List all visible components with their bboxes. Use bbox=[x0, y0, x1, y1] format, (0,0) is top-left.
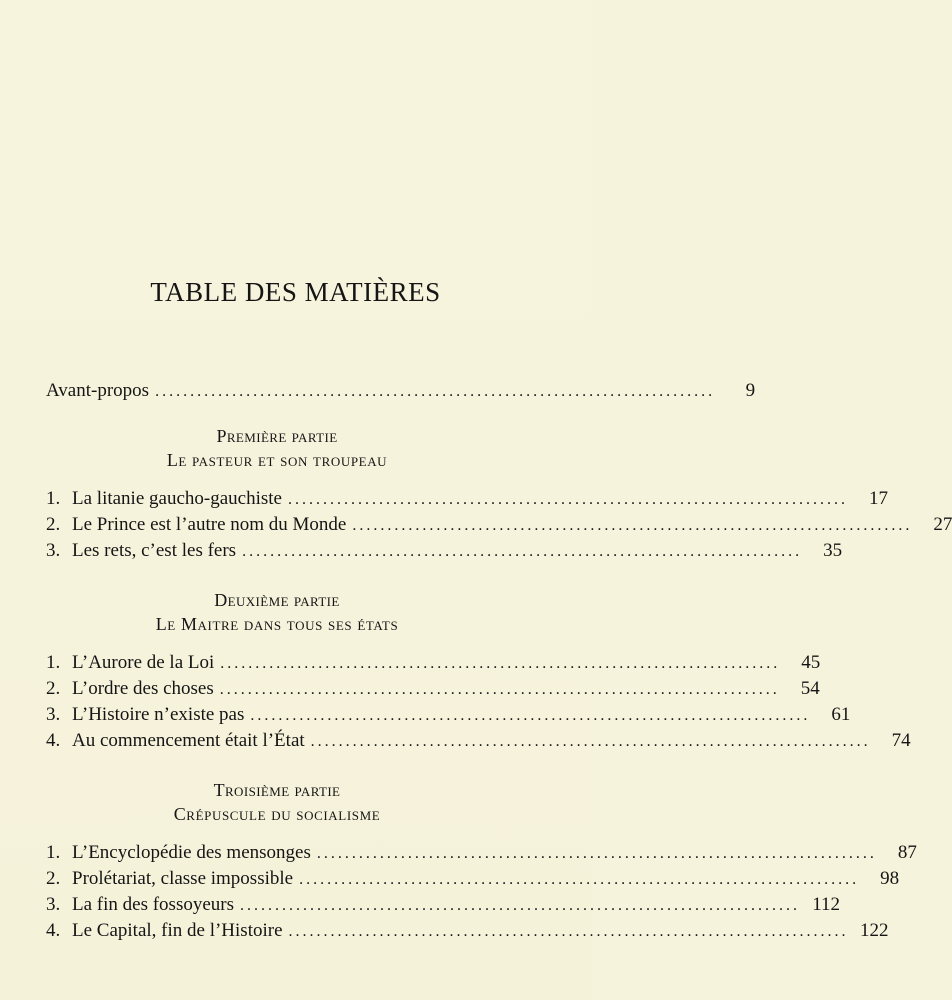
toc-entry bbox=[46, 676, 820, 702]
toc-entry bbox=[46, 650, 821, 676]
dot-leader: ................................................................................ bbox=[299, 871, 860, 888]
entry-label: La fin des fossoyeurs bbox=[72, 894, 234, 915]
toc-entry bbox=[46, 918, 889, 944]
entry-page-number: 27 bbox=[933, 514, 952, 535]
chapter-number: 2. bbox=[46, 514, 61, 535]
part-title: Le Maitre dans tous ses états bbox=[155, 614, 399, 634]
toc-entry bbox=[46, 702, 851, 728]
entry-label: La litanie gaucho-gauchiste bbox=[72, 488, 282, 509]
chapter-number: 1. bbox=[46, 652, 61, 673]
chapter-number: 3. bbox=[46, 704, 61, 725]
entry-page-number: 61 bbox=[831, 704, 851, 725]
entry-label: L’Aurore de la Loi bbox=[72, 652, 215, 673]
part-title: Le pasteur et son troupeau bbox=[166, 450, 388, 470]
entry-label: L’ordre des choses bbox=[72, 678, 214, 699]
toc-entry bbox=[46, 512, 952, 538]
toc-entry-avant-propos bbox=[46, 378, 756, 404]
dot-leader: ................................................................................ bbox=[155, 383, 716, 400]
entry-label: Le Prince est l’autre nom du Monde bbox=[72, 514, 347, 535]
dot-leader: ................................................................................ bbox=[316, 845, 877, 862]
toc-entry bbox=[46, 728, 911, 754]
dot-leader: ................................................................................ bbox=[310, 733, 871, 750]
entry-label: L’Encyclopédie des mensonges bbox=[72, 842, 311, 863]
dot-leader: ................................................................................ bbox=[220, 655, 781, 672]
entry-page-number: 112 bbox=[812, 894, 840, 915]
toc-entry bbox=[46, 840, 917, 866]
chapter-number: 1. bbox=[46, 488, 61, 509]
toc-entry bbox=[46, 538, 843, 564]
dot-leader: ................................................................................ bbox=[288, 923, 849, 940]
entry-page-number: 122 bbox=[860, 920, 889, 941]
part-heading: Deuxième partie bbox=[214, 590, 340, 610]
entry-page-number: 9 bbox=[745, 380, 756, 401]
dot-leader: ................................................................................ bbox=[242, 543, 803, 560]
part-title: Crépuscule du socialisme bbox=[173, 804, 381, 824]
entry-page-number: 45 bbox=[801, 652, 821, 673]
chapter-number: 2. bbox=[46, 678, 61, 699]
toc-entry bbox=[46, 866, 900, 892]
toc-entry bbox=[46, 892, 840, 918]
chapter-number: 2. bbox=[46, 868, 61, 889]
entry-page-number: 54 bbox=[800, 678, 820, 699]
entry-label: Prolétariat, classe impossible bbox=[72, 868, 294, 889]
entry-label: Avant-propos bbox=[46, 380, 150, 401]
chapter-number: 4. bbox=[46, 920, 61, 941]
entry-page-number: 87 bbox=[897, 842, 917, 863]
entry-label: L’Histoire n’existe pas bbox=[72, 704, 245, 725]
entry-label: Les rets, c’est les fers bbox=[72, 540, 237, 561]
dot-leader: ................................................................................ bbox=[219, 681, 780, 698]
dot-leader: ................................................................................ bbox=[352, 517, 913, 534]
dot-leader: ................................................................................ bbox=[250, 707, 811, 724]
toc-entry bbox=[46, 486, 888, 512]
entry-page-number: 35 bbox=[823, 540, 843, 561]
dot-leader: ................................................................................ bbox=[287, 491, 848, 508]
chapter-number: 4. bbox=[46, 730, 61, 751]
part-heading: Première partie bbox=[216, 426, 338, 446]
entry-label: Le Capital, fin de l’Histoire bbox=[72, 920, 283, 941]
entry-label: Au commencement était l’État bbox=[72, 730, 305, 751]
chapter-number: 3. bbox=[46, 540, 61, 561]
chapter-number: 3. bbox=[46, 894, 61, 915]
entry-page-number: 17 bbox=[868, 488, 888, 509]
chapter-number: 1. bbox=[46, 842, 61, 863]
page-title: TABLE DES MATIÈRES bbox=[150, 277, 441, 307]
table-of-contents bbox=[46, 378, 952, 944]
entry-page-number: 74 bbox=[891, 730, 911, 751]
entry-page-number: 98 bbox=[880, 868, 900, 889]
part-heading: Troisième partie bbox=[213, 780, 341, 800]
dot-leader: ................................................................................ bbox=[240, 897, 800, 914]
